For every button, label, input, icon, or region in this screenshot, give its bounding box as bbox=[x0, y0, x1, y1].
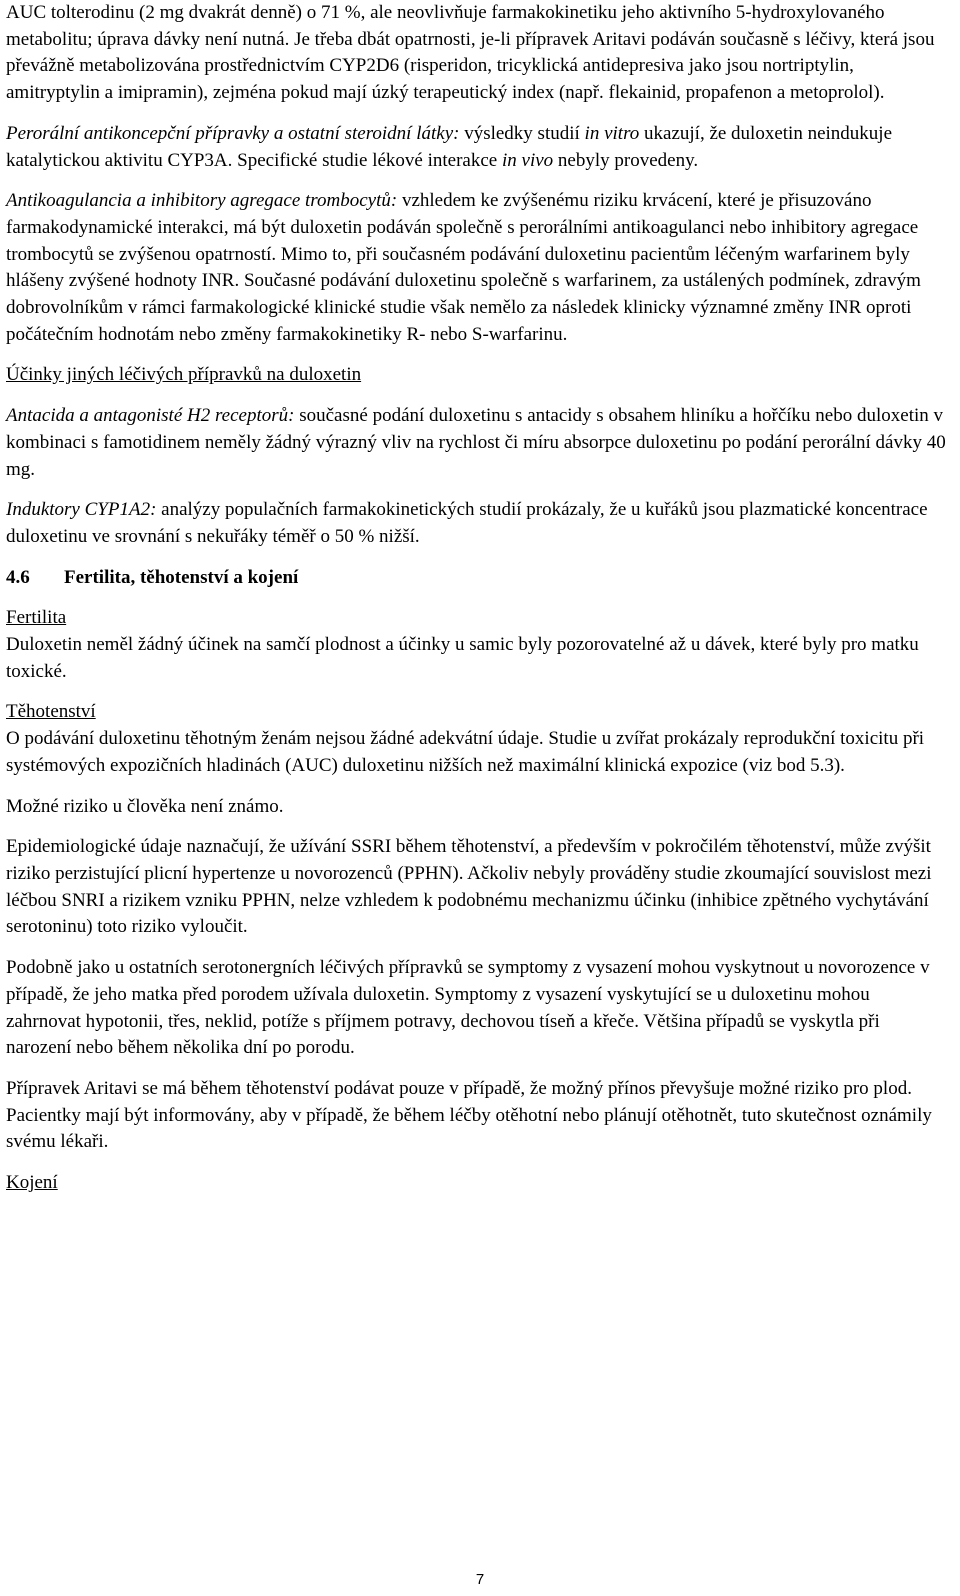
interaction-paragraph: AUC tolterodinu (2 mg dvakrát denně) o 71 %, ale neovlivňuje farmakokinetiku jeho aktivního 5-hydroxylovaného metabolitu; úprava dávky není nutná. Je třeba dbát opatrnosti, je-li přípravek Aritavi podáván současně s léčivy, která jsou převážně metabolizována prostřednictvím CYP2D6 (risperidon, tricyklická antidepresiva jako jsou nortriptylin, amitryptylin a imipramin), zejména pokud mají úzký terapeutický index (např. flekainid, propafenon a metoprolol). bbox=[6, 2, 935, 104]
page-number: 7 bbox=[475, 1571, 485, 1588]
pregnancy-paragraph-2: Možné riziko u člověka není známo. bbox=[6, 795, 284, 817]
antacids-paragraph: Antacida a antagonisté H2 receptorů: současné podání duloxetinu s antacidy s obsahem hliníku a hořčíku nebo duloxetin v kombinaci s famotidinem neměly žádný výrazný vliv na rychlost či míru absorpce duloxetinu po podání perorální dávky 40 mg. bbox=[6, 405, 946, 480]
pregnancy-heading: Těhotenství bbox=[6, 701, 96, 723]
pregnancy-paragraph-5: Přípravek Aritavi se má během těhotenství podávat pouze v případě, že možný přínos převyšuje možné riziko pro plod. Pacientky mají být informovány, aby v případě, že během léčby otěhotní nebo plánují otěhotnět, tuto skutečnost oznámily svému lékaři. bbox=[6, 1077, 932, 1153]
inducers-paragraph: Induktory CYP1A2: analýzy populačních farmakokinetických studií prokázaly, že u kuřáků jsou plazmatické koncentrace duloxetinu ve srovnání s nekuřáky téměř o 50 % nižší. bbox=[6, 499, 928, 547]
contraceptives-label: Perorální antikoncepční přípravky a ostatní steroidní látky: bbox=[6, 122, 460, 144]
pregnancy-paragraph-4: Podobně jako u ostatních serotonergních léčivých přípravků se symptomy z vysazení mohou vyskytnout u novorozence v případě, že jeho matka před porodem užívala duloxetin. Symptomy z vysazení vyskytující se u duloxetinu mohou zahrnovat hypotonii, třes, neklid, potíže s příjmem potravy, dechovou tíseň a křeče. Většina případů se vyskytla při narození nebo během několika dní po porodu. bbox=[6, 957, 930, 1059]
section-heading bbox=[6, 565, 946, 592]
anticoagulants-label: Antikoagulancia a inhibitory agregace trombocytů: bbox=[6, 190, 398, 212]
section-number: 4.6 bbox=[6, 566, 30, 588]
pregnancy-paragraph-3: Epidemiologické údaje naznačují, že užívání SSRI během těhotenství, a především v pokročilém těhotenství, může zvýšit riziko perzistující plicní hypertenze u novorozenců (PPHN). Ačkoliv nebyly prováděny studie zkoumající souvislost mezi léčbou SNRI a rizikem vzniku PPHN, nelze vzhledem k podobnému mechanizmu účinku (inhibice zpětného vychytávání serotoninu) toto riziko vyloučit. bbox=[6, 836, 932, 938]
contraceptives-paragraph: Perorální antikoncepční přípravky a ostatní steroidní látky: výsledky studií in vitro ukazují, že duloxetin neindukuje katalytickou aktivitu CYP3A. Specifické studie lékové interakce in vivo nebyly provedeny. bbox=[6, 122, 892, 171]
document-page bbox=[6, 0, 946, 1197]
fertility-heading: Fertilita bbox=[6, 607, 67, 629]
breastfeeding-heading: Kojení bbox=[6, 1172, 58, 1194]
pregnancy-paragraph-1: O podávání duloxetinu těhotným ženám nejsou žádné adekvátní údaje. Studie u zvířat prokázaly reprodukční toxicitu při systémových expozičních hladinách (AUC) duloxetinu nižších než maximální klinická expozice (viz bod 5.3). bbox=[6, 728, 925, 776]
inducers-label: Induktory CYP1A2: bbox=[6, 499, 157, 521]
anticoagulants-paragraph: Antikoagulancia a inhibitory agregace trombocytů: vzhledem ke zvýšenému riziku krvácení, které je přisuzováno farmakodynamické interakci, má být duloxetin podáván společně s perorálními antikoagulanci nebo inhibitory agregace trombocytů se zvýšenou opatrností. Mimo to, při současném podávání duloxetinu pacientům léčeným warfarinem byly hlášeny zvýšené hodnoty INR. Současné podávání duloxetinu společně s warfarinem, za ustálených podmínek, zdravým dobrovolníkům v rámci farmakologické klinické studie však nemělo za následek klinicky významné změny INR oproti počátečním hodnotám nebo změny farmakokinetiky R- nebo S-warfarinu. bbox=[6, 190, 921, 345]
antacids-label: Antacida a antagonisté H2 receptorů: bbox=[6, 405, 295, 427]
section-title: Fertilita, těhotenství a kojení bbox=[64, 566, 299, 588]
effects-heading: Účinky jiných léčivých přípravků na duloxetin bbox=[6, 364, 362, 386]
fertility-text: Duloxetin neměl žádný účinek na samčí plodnost a účinky u samic byly pozorovatelné až u dávek, které byly pro matku toxické. bbox=[6, 634, 919, 682]
